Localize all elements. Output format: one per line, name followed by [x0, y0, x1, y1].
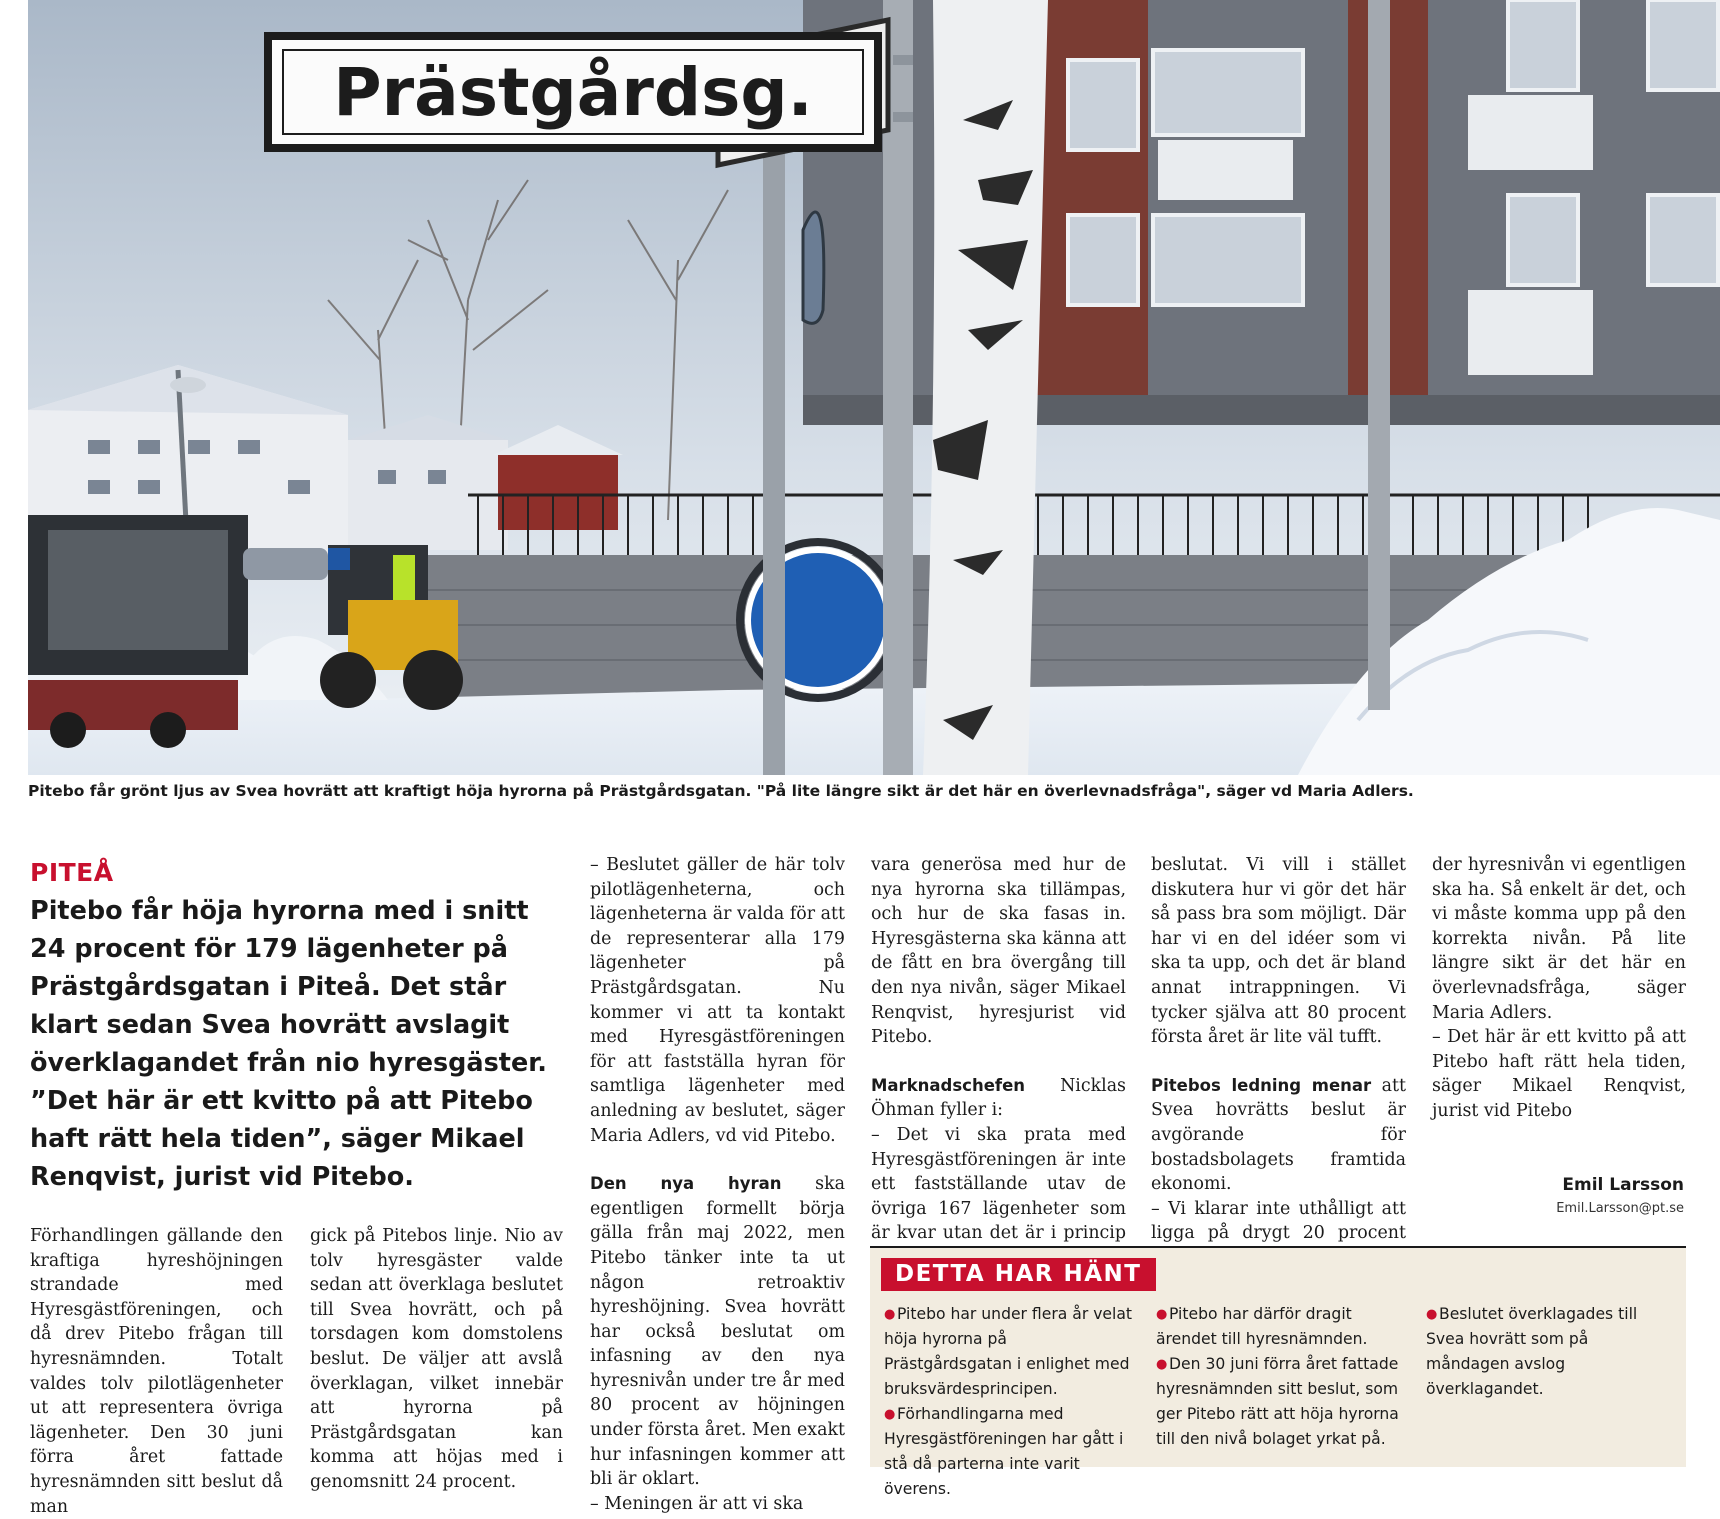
- bullet-icon: ●: [1156, 1357, 1168, 1372]
- paragraph: [871, 1074, 1126, 1123]
- body-column-1: [30, 1224, 283, 1519]
- fact-column-2: [1156, 1302, 1406, 1452]
- bullet-icon: ●: [884, 1307, 896, 1322]
- body-column-4: [871, 853, 1126, 1271]
- paragraph: – Vi klarar inte uthålligt att ligga på drygt 20 procent: [1151, 1198, 1406, 1244]
- runin-heading: Den nya hyran: [590, 1174, 782, 1194]
- paragraph: – Det här är ett kvitto på att Pitebo haft rätt hela tiden, säger Mikael Renqvist, jurist vid Pitebo: [1432, 1027, 1686, 1121]
- paragraph: vara generösa med hur de nya hyrorna ska tillämpas, och hur de ska fasas in. Hyresgästerna ska känna att de fått en bra övergång till den nya nivån, säger Mikael Renqvist, hyresjurist vid Pitebo.: [871, 855, 1126, 1048]
- fact-column-1: [884, 1302, 1134, 1502]
- paragraph-text: Nicklas Öhman fyller i:: [871, 1075, 1126, 1121]
- paragraph: beslutat. Vi vill i stället diskutera hur vi gör det här så pass bra som möjligt. Där har vi en del idéer som vi ska ta upp, och det är bland annat intrappningen. Vi tycker själva att 80 procent första året är lite väl tufft.: [1151, 855, 1406, 1048]
- street-sign-text: Prästgårdsg.: [333, 54, 813, 131]
- bullet-icon: ●: [1426, 1307, 1438, 1322]
- runin-heading: Pitebos ledning menar: [1151, 1075, 1372, 1095]
- fact-item: ● Den 30 juni förra året fattade hyresnämnden sitt beslut, som ger Pitebo rätt att höja hyrorna till den nivå bolaget yrkat på.: [1156, 1352, 1406, 1452]
- body-column-5: [1151, 853, 1406, 1271]
- author-name: Emil Larsson: [1562, 1175, 1684, 1195]
- fact-item: ● Pitebo har under flera år velat höja hyrorna på Prästgårdsgatan i enlighet med bruksvärdesprincipen.: [884, 1302, 1134, 1402]
- article-lead: Pitebo får höja hyrorna med i snitt 24 procent för 179 lägenheter på Prästgårdsgatan i Piteå. Det står klart sedan Svea hovrätt avslagit överklagandet från nio hyresgäster. ”Det här är ett kvitto på att Pitebo haft rätt hela tiden”, säger Mikael Renqvist, jurist vid Pitebo.: [30, 896, 547, 1192]
- fact-column-3: [1426, 1302, 1676, 1402]
- article-photo: [28, 0, 1720, 775]
- location-kicker: PITEÅ: [30, 858, 114, 887]
- paragraph: – Det vi ska prata med Hyresgästföreningen är inte ett fastställande utav de övriga 167 lägenheter som är kvar utan det är i princip: [871, 1124, 1126, 1244]
- fact-item: ● Beslutet överklagades till Svea hovrätt som på måndagen avslog överklagandet.: [1426, 1302, 1676, 1402]
- paragraph-text: ska egentligen formellt börja gälla från maj 2022, men Pitebo tänker inte ta ut någon retroaktiv hyreshöjning. Svea hovrätt har också beslutat om infasning av den nya hyresnivån under tre år med 80 procent av höjningen under första året. Men exakt hur infasningen kommer att bli är oklart.: [590, 1174, 846, 1490]
- paragraph: Förhandlingen gällande den kraftiga hyreshöjningen strandade med Hyresgästföreningen, och då drev Pitebo frågan till hyresnämnden. Totalt valdes tolv pilotlägenheter ut att representera övriga lägenheter. Den 30 juni förra året fattade hyresnämnden sitt beslut då man: [30, 1226, 283, 1517]
- fact-box-label: DETTA HAR HÄNT: [881, 1258, 1156, 1291]
- body-column-6: [1432, 853, 1686, 1124]
- bullet-icon: ●: [1156, 1307, 1168, 1322]
- paragraph-text: att Svea hovrätts beslut är avgörande för bostadsbolagets framtida ekonomi.: [1151, 1075, 1406, 1195]
- runin-heading: Marknadschefen: [871, 1075, 1026, 1095]
- paragraph: der hyresnivån vi egentligen ska ha. Så enkelt är det, och vi måste komma upp på den korrekta nivån. På lite längre sikt är det här en överlevnadsfråga, säger Maria Adlers.: [1432, 855, 1686, 1023]
- author-email: Emil.Larsson@pt.se: [1556, 1201, 1684, 1216]
- paragraph: [1151, 1074, 1406, 1197]
- paragraph: – Meningen är att vi ska: [590, 1493, 804, 1514]
- paragraph: gick på Pitebos linje. Nio av tolv hyresgäster valde sedan att överklaga beslutet till Svea hovrätt, och på torsdagen kom domstolens beslut. De väljer att avslå överklagan, vilket innebär att hyrorna på Prästgårdsgatan kan komma att höjas med i genomsnitt 24 procent.: [310, 1226, 563, 1492]
- photo-illustration: [28, 0, 1720, 775]
- fact-item: ● Förhandlingarna med Hyresgästföreningen har gått i stå då parterna inte varit överens.: [884, 1402, 1134, 1502]
- paragraph: [590, 1172, 845, 1492]
- bullet-icon: ●: [884, 1407, 896, 1422]
- paragraph: – Beslutet gäller de här tolv pilotlägenheterna, och lägenheterna är valda för att de representerar alla 179 lägenheter på Prästgårdsgatan. Nu kommer vi att ta kontakt med Hyresgästföreningen för att fastställa hyran för samtliga lägenheter med anledning av beslutet, säger Maria Adlers, vd vid Pitebo.: [590, 855, 845, 1146]
- photo-caption: Pitebo får grönt ljus av Svea hovrätt att kraftigt höja hyrorna på Prästgårdsgatan. "På lite längre sikt är det här en överlevnadsfråga", säger vd Maria Adlers.: [28, 782, 1414, 800]
- fact-box: [870, 1246, 1686, 1498]
- body-column-2: [310, 1224, 563, 1495]
- fact-item: ● Pitebo har därför dragit ärendet till hyresnämnden.: [1156, 1302, 1406, 1352]
- byline: [1556, 1175, 1684, 1216]
- body-column-3: [590, 853, 845, 1516]
